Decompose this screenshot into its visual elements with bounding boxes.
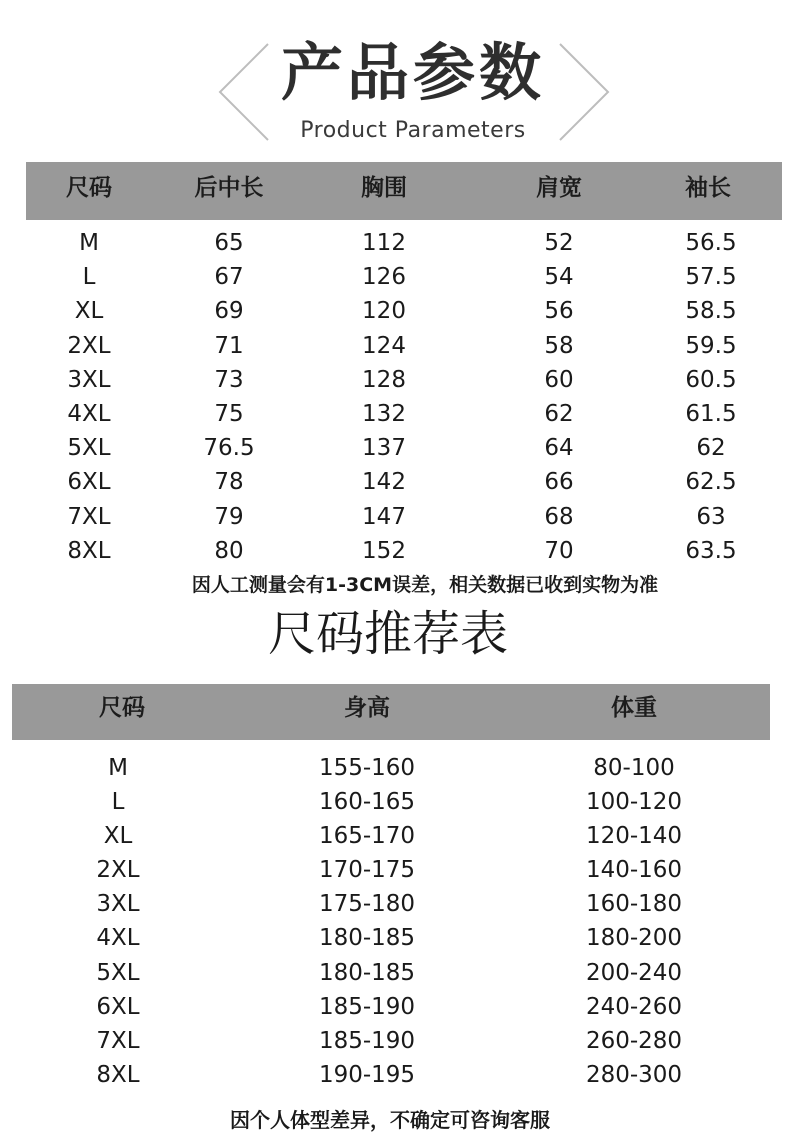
- size-table-cell-length: 75: [214, 400, 244, 427]
- size-table-cell-sleeve: 61.5: [685, 400, 737, 427]
- size-table-cell-shoulder: 54: [544, 264, 574, 291]
- recommend-table-row: [0, 1058, 790, 1092]
- recommend-table-title: 尺码推荐表: [267, 606, 508, 662]
- recommend-table-row: [0, 887, 790, 921]
- recommend-table-cell-height: 155-160: [318, 755, 416, 781]
- size-table-row: [0, 329, 790, 363]
- recommend-table-row: [0, 921, 790, 955]
- recommend-table-cell-height: 160-165: [318, 789, 416, 816]
- recommend-table-col-height: 身高: [344, 695, 390, 721]
- recommend-table-cell-weight: 120-140: [585, 823, 683, 850]
- recommend-table-row: [0, 819, 790, 853]
- recommend-table-cell-weight: 200-240: [585, 959, 683, 986]
- size-table-cell-chest: 147: [362, 503, 406, 530]
- size-table-row: [0, 500, 790, 534]
- size-table-cell-shoulder: 58: [544, 332, 574, 359]
- recommend-table-cell-weight: 260-280: [585, 1027, 683, 1054]
- size-table-cell-shoulder: 56: [544, 298, 574, 325]
- recommend-table-row: [0, 751, 790, 785]
- size-table-cell-sleeve: 62: [696, 435, 726, 462]
- size-table-row: [0, 260, 790, 294]
- size-table-cell-chest: 112: [362, 230, 406, 256]
- size-table-cell-size: 5XL: [67, 435, 111, 462]
- size-table-row: [0, 431, 790, 465]
- recommend-table-cell-height: 175-180: [318, 891, 416, 918]
- size-table-cell-chest: 126: [362, 264, 406, 291]
- recommend-table-cell-size: 3XL: [96, 891, 140, 918]
- size-table-cell-sleeve: 57.5: [685, 264, 737, 291]
- size-table-cell-shoulder: 52: [544, 230, 574, 256]
- size-table-cell-shoulder: 62: [544, 400, 574, 427]
- recommend-table-cell-height: 190-195: [318, 1061, 416, 1088]
- recommend-table-cell-size: 5XL: [96, 959, 140, 986]
- size-table-note: 因人工测量会有1-3CM误差，相关数据已收到实物为准: [191, 574, 659, 596]
- recommend-table-cell-size: L: [111, 789, 125, 816]
- size-table-cell-shoulder: 68: [544, 503, 574, 530]
- page-title: 产品参数: [280, 36, 545, 109]
- recommend-table-cell-weight: 100-120: [585, 789, 683, 816]
- recommend-table-row: [0, 785, 790, 819]
- size-table-row: [0, 534, 790, 568]
- size-table-cell-chest: 120: [362, 298, 406, 325]
- size-table-cell-size: 6XL: [67, 469, 111, 496]
- recommend-table-col-size: 尺码: [99, 695, 145, 721]
- size-table-cell-size: 7XL: [67, 503, 111, 530]
- size-table-cell-chest: 137: [362, 435, 406, 462]
- recommend-table-cell-height: 180-185: [318, 925, 416, 952]
- recommend-table-cell-height: 185-190: [318, 1027, 416, 1054]
- recommend-table-cell-weight: 140-160: [585, 857, 683, 884]
- size-table-cell-size: 2XL: [67, 332, 111, 359]
- recommend-table-body: [0, 751, 790, 1092]
- size-table-col-sleeve: 袖长: [685, 175, 731, 201]
- recommend-table-row: [0, 1024, 790, 1058]
- size-table-cell-length: 78: [214, 469, 244, 496]
- size-table-cell-sleeve: 56.5: [685, 230, 737, 256]
- size-table-cell-sleeve: 63: [696, 503, 726, 530]
- recommend-table-col-weight: 体重: [611, 695, 657, 721]
- size-table-cell-chest: 142: [362, 469, 406, 496]
- size-table-header: [26, 162, 782, 220]
- size-table-cell-length: 65: [214, 230, 244, 256]
- size-table-col-chest: 胸围: [361, 175, 407, 201]
- size-table-cell-shoulder: 66: [544, 469, 574, 496]
- recommend-table-note: 因个人体型差异，不确定可咨询客服: [230, 1108, 550, 1132]
- size-table-cell-sleeve: 62.5: [685, 469, 737, 496]
- recommend-table-cell-size: XL: [103, 823, 133, 850]
- size-table-cell-sleeve: 59.5: [685, 332, 737, 359]
- size-table-cell-size: M: [79, 230, 99, 256]
- size-table-row: [0, 363, 790, 397]
- recommend-table-cell-height: 165-170: [318, 823, 416, 850]
- size-table-cell-size: XL: [74, 298, 104, 325]
- size-table-cell-length: 69: [214, 298, 244, 325]
- recommend-table-row: [0, 990, 790, 1024]
- size-table-cell-length: 80: [214, 537, 244, 564]
- size-table-cell-size: 4XL: [67, 400, 111, 427]
- size-table-col-shoulder: 肩宽: [536, 175, 582, 201]
- size-table-cell-sleeve: 63.5: [685, 537, 737, 564]
- size-table-row: [0, 226, 790, 260]
- size-table-cell-chest: 152: [362, 537, 406, 564]
- recommend-table-cell-size: M: [108, 755, 128, 781]
- recommend-table-cell-size: 7XL: [96, 1027, 140, 1054]
- recommend-table-row: [0, 853, 790, 887]
- recommend-table-cell-weight: 180-200: [585, 925, 683, 952]
- page-subtitle-en: Product Parameters: [300, 118, 526, 143]
- size-table-cell-length: 67: [214, 264, 244, 291]
- recommend-table-cell-height: 180-185: [318, 959, 416, 986]
- recommend-table-cell-weight: 80-100: [593, 755, 675, 781]
- title-banner: [0, 0, 790, 160]
- recommend-table-cell-height: 170-175: [318, 857, 416, 884]
- recommend-table-cell-weight: 240-260: [585, 993, 683, 1020]
- size-table-cell-shoulder: 64: [544, 435, 574, 462]
- size-table-cell-size: L: [82, 264, 96, 291]
- size-table-row: [0, 397, 790, 431]
- size-table-row: [0, 294, 790, 328]
- recommend-table-cell-weight: 280-300: [585, 1061, 683, 1088]
- size-table-col-size: 尺码: [66, 175, 112, 201]
- size-table-cell-sleeve: 58.5: [685, 298, 737, 325]
- size-table-cell-length: 76.5: [203, 435, 255, 462]
- size-table-cell-length: 73: [214, 366, 244, 393]
- size-table-cell-length: 71: [214, 332, 244, 359]
- recommend-table-cell-size: 6XL: [96, 993, 140, 1020]
- size-table-cell-length: 79: [214, 503, 244, 530]
- recommend-table-cell-size: 4XL: [96, 925, 140, 952]
- recommend-table-row: [0, 956, 790, 990]
- size-table-cell-chest: 128: [362, 366, 406, 393]
- size-table-cell-shoulder: 70: [544, 537, 574, 564]
- size-table-row: [0, 465, 790, 499]
- size-table-cell-shoulder: 60: [544, 366, 574, 393]
- size-table-cell-chest: 132: [362, 400, 406, 427]
- recommend-table-cell-size: 8XL: [96, 1061, 140, 1088]
- size-table-body: [0, 226, 790, 568]
- recommend-table-cell-height: 185-190: [318, 993, 416, 1020]
- recommend-table-cell-weight: 160-180: [585, 891, 683, 918]
- recommend-table-cell-size: 2XL: [96, 857, 140, 884]
- size-table-col-length: 后中长: [194, 175, 264, 201]
- size-table-cell-size: 3XL: [67, 366, 111, 393]
- size-table-cell-sleeve: 60.5: [685, 366, 737, 393]
- recommend-table-header: [12, 684, 770, 740]
- size-table-cell-size: 8XL: [67, 537, 111, 564]
- size-table-cell-chest: 124: [362, 332, 406, 359]
